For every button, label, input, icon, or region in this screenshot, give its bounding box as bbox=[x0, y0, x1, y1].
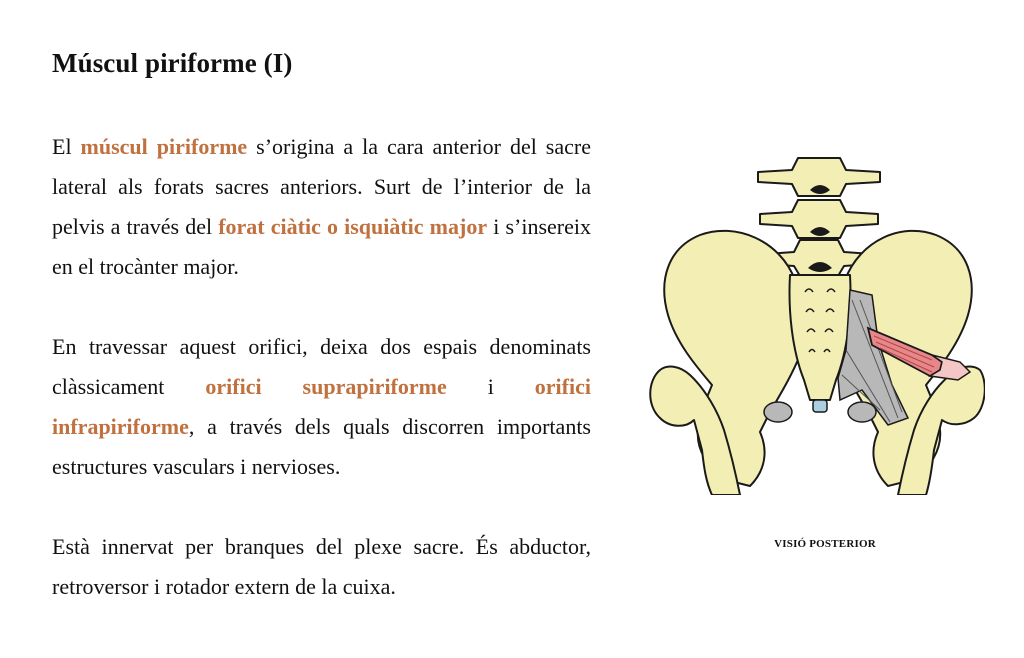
paragraph-text: El bbox=[52, 134, 81, 159]
body-text bbox=[52, 127, 591, 647]
paragraph-innervation bbox=[52, 527, 591, 607]
pelvis-illustration bbox=[640, 150, 985, 495]
left-obturator bbox=[764, 402, 792, 422]
paragraph-text: , a través dels quals discorren importants estructures vasculars i nervioses. bbox=[52, 414, 591, 479]
paragraph-origin bbox=[52, 127, 591, 287]
paragraph-text: s’origina a la cara anterior del sacre lateral als forats sacres anteriors. Surt de l’interior de la pelvis a través del bbox=[52, 134, 591, 239]
left-ilium bbox=[664, 231, 800, 486]
paragraph-text: i bbox=[446, 374, 535, 399]
paragraph-text: Està innervat per branques del plexe sacre. És abductor, retroversor i rotador extern de la cuixa. bbox=[52, 534, 591, 599]
figure-caption: VISIÓ POSTERIOR bbox=[774, 538, 876, 550]
right-obturator bbox=[848, 402, 876, 422]
paragraph-text: En travessar aquest orifici, deixa dos espais denominats clàssicament bbox=[52, 334, 591, 399]
highlighted-term: orifici infrapiriforme bbox=[52, 374, 591, 439]
highlighted-term: forat ciàtic o isquiàtic major bbox=[218, 214, 488, 239]
paragraph-text: i s’insereix en el trocànter major. bbox=[52, 214, 591, 279]
paragraph-orifices bbox=[52, 327, 591, 487]
pelvis-posterior-view bbox=[640, 150, 985, 495]
page-title: Múscul piriforme (I) bbox=[52, 48, 293, 78]
highlighted-term: orifici suprapiriforme bbox=[205, 374, 447, 399]
coccyx bbox=[813, 400, 827, 412]
highlighted-term: múscul piriforme bbox=[80, 134, 248, 159]
